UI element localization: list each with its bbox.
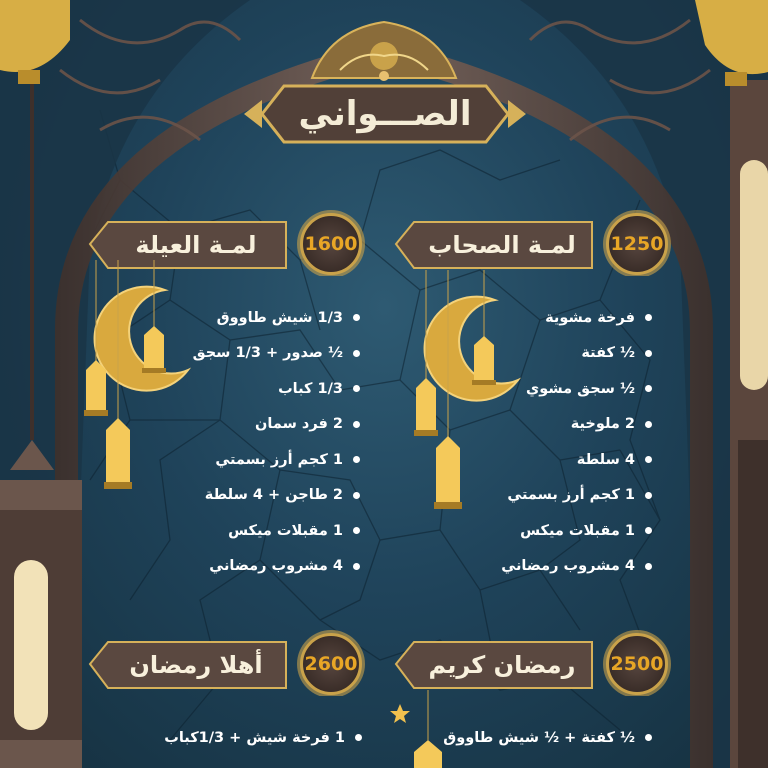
bullet-icon — [353, 563, 360, 570]
package-price: 2500 — [606, 633, 668, 695]
list-item: ½ كفتة + ½ شيش طاووق — [440, 720, 652, 756]
package-name: أهلا رمضان — [129, 651, 263, 679]
package-items-4 — [150, 720, 362, 756]
bullet-icon — [645, 734, 652, 741]
package-items-3 — [440, 720, 652, 756]
lantern-icon — [434, 436, 462, 509]
list-item: 1 كجم أرز بسمتي — [472, 478, 652, 514]
bullet-icon — [645, 527, 652, 534]
bullet-icon — [645, 385, 652, 392]
bullet-icon — [353, 314, 360, 321]
package-items-1 — [472, 300, 652, 584]
bullet-icon — [645, 421, 652, 428]
lantern-icon — [414, 378, 438, 436]
package-banner-4 — [86, 616, 368, 696]
list-item: 2 طاجن + 4 سلطة — [180, 478, 360, 514]
bullet-icon — [353, 385, 360, 392]
bullet-icon — [353, 350, 360, 357]
list-item: 1 كجم أرز بسمتي — [180, 442, 360, 478]
list-item: ½ صدور + 1/3 سجق — [180, 336, 360, 372]
bullet-icon — [645, 563, 652, 570]
bullet-icon — [645, 492, 652, 499]
bullet-icon — [645, 314, 652, 321]
bullet-icon — [645, 350, 652, 357]
package-price: 1250 — [606, 213, 668, 275]
list-item: 1 فرخة شيش + 1/3كباب — [150, 720, 362, 756]
bullet-icon — [353, 421, 360, 428]
bullet-icon — [645, 456, 652, 463]
page-title: الصـــواني — [298, 94, 472, 134]
list-item: ½ سجق مشوي — [472, 371, 652, 407]
list-item: 2 فرد سمان — [180, 407, 360, 443]
star-icon — [390, 704, 410, 723]
list-item: 4 سلطة — [472, 442, 652, 478]
title-plate — [240, 78, 530, 150]
list-item: 4 مشروب رمضاني — [472, 549, 652, 585]
package-name: رمضان كريم — [428, 651, 576, 679]
bullet-icon — [353, 527, 360, 534]
list-item: 1 مقبلات ميكس — [180, 513, 360, 549]
package-name: لمـة العيلة — [135, 231, 257, 259]
lantern-icon — [104, 418, 132, 489]
list-item: ½ كفتة — [472, 336, 652, 372]
bullet-icon — [353, 456, 360, 463]
package-banner-3 — [392, 616, 674, 696]
crescent-moon-icon — [95, 287, 188, 391]
lantern-icon — [142, 326, 166, 373]
bullet-icon — [353, 492, 360, 499]
bullet-icon — [355, 734, 362, 741]
package-price: 2600 — [300, 633, 362, 695]
package-items-2 — [180, 300, 360, 584]
list-item: 2 ملوخية — [472, 407, 652, 443]
list-item: 1/3 شيش طاووق — [180, 300, 360, 336]
list-item: 1 مقبلات ميكس — [472, 513, 652, 549]
bottom-lantern-group — [388, 690, 448, 768]
package-banner-1 — [392, 196, 674, 276]
list-item: 1/3 كباب — [180, 371, 360, 407]
list-item: 4 مشروب رمضاني — [180, 549, 360, 585]
lantern-icon — [414, 740, 442, 768]
package-name: لمـة الصحاب — [428, 231, 576, 259]
ornament-icon — [312, 22, 456, 81]
list-item: فرخة مشوية — [472, 300, 652, 336]
package-price: 1600 — [300, 213, 362, 275]
